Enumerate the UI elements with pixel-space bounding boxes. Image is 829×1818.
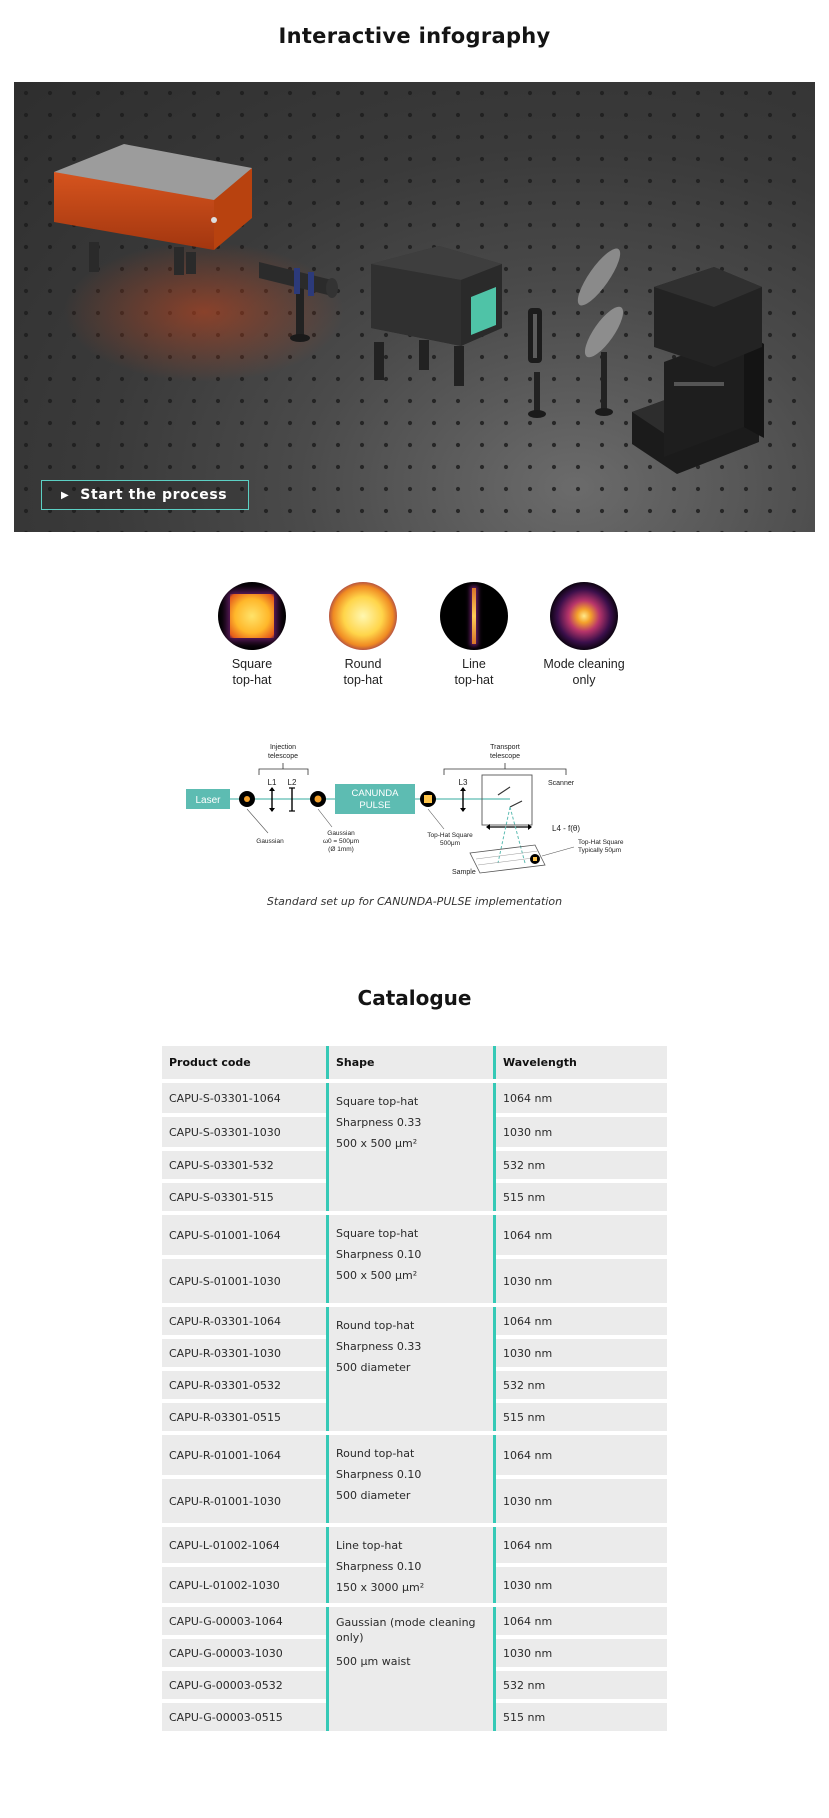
table-row [162,1607,667,1635]
product-code-cell: CAPU-S-03301-1030 [162,1117,326,1147]
wavelength-cell: 1064 nm [496,1607,667,1635]
wavelength-cell: 1064 nm [496,1083,667,1113]
diagram-l1-label: L1 [267,778,277,787]
header-wavelength: Wavelength [496,1046,667,1079]
wavelength-cell: 1030 nm [496,1339,667,1367]
product-code-cell: CAPU-R-01001-1030 [162,1479,326,1523]
shape-cell [326,1307,496,1431]
diagram-gaussian-w0-1: Gaussian [327,830,355,837]
catalogue-table [162,1042,667,1735]
product-code-cell: CAPU-R-03301-1030 [162,1339,326,1367]
beam-shape-label-line1: Line [462,657,486,671]
shape-spec-line: Round top-hat [336,1447,415,1460]
wavelength-cell: 1030 nm [496,1259,667,1303]
diagram-injection-label-1: Injection [269,744,297,751]
shape-spec-line: Gaussian (mode cleaning only) [336,1616,476,1644]
beam-shape-label-line1: Round [344,657,382,671]
product-code-cell: CAPU-S-03301-515 [162,1183,326,1211]
square-tophat-icon [218,582,286,650]
diagram-l2-label: L2 [287,778,297,787]
diagram-laser-label: Laser [195,795,221,806]
setup-diagram [180,735,660,885]
line-tophat-icon [440,582,508,650]
beam-shape-label-line2: top-hat [232,673,272,687]
product-code-cell: CAPU-S-01001-1064 [162,1215,326,1255]
beam-shape-square [192,582,312,688]
shape-spec-line: Square top-hat [336,1227,419,1240]
shape-cell [326,1435,496,1523]
shape-spec-line: Sharpness 0.33 [336,1116,422,1129]
diagram-gaussian-w0-2: ω0 = 500μm [322,838,360,845]
product-code-cell: CAPU-R-03301-0515 [162,1403,326,1431]
product-code-cell: CAPU-S-03301-532 [162,1151,326,1179]
setup-caption: Standard set up for CANUNDA-PULSE implementation [266,895,563,908]
product-code-cell: CAPU-G-00003-0515 [162,1703,326,1731]
play-icon: ▶ [61,489,70,501]
header-shape: Shape [326,1046,496,1079]
shape-cell [326,1527,496,1603]
shape-spec-line: 500 µm waist [336,1655,411,1668]
wavelength-cell: 1030 nm [496,1639,667,1667]
wavelength-cell: 515 nm [496,1183,667,1211]
diagram-scanner-label: Scanner [548,780,575,787]
beam-shape-label-line2: top-hat [343,673,383,687]
diagram-transport-label-2: telescope [490,753,520,760]
product-code-cell: CAPU-G-00003-1030 [162,1639,326,1667]
catalogue-body [162,1083,667,1731]
diagram-gaussian-label: Gaussian [256,838,284,845]
diagram-transport-label-1: Transport [490,744,520,751]
product-code-cell: CAPU-G-00003-0532 [162,1671,326,1699]
product-code-cell: CAPU-S-01001-1030 [162,1259,326,1303]
diagram-l3-label: L3 [458,778,468,787]
round-tophat-icon [329,582,397,650]
table-row [162,1083,667,1113]
diagram-canunda-label-2: PULSE [359,800,391,811]
table-row [162,1307,667,1335]
beam-shape-label-line1: Mode cleaning [543,657,625,671]
beam-shape-line [414,582,534,688]
product-code-cell: CAPU-L-01002-1030 [162,1567,326,1603]
wavelength-cell: 1064 nm [496,1435,667,1475]
wavelength-cell: 515 nm [496,1703,667,1731]
shape-spec-line: Sharpness 0.10 [336,1468,422,1481]
shape-spec-line: Square top-hat [336,1095,419,1108]
infography-hero-image[interactable] [14,82,815,532]
wavelength-cell: 1030 nm [496,1117,667,1147]
table-row [162,1435,667,1475]
table-header-row [162,1046,667,1079]
shape-spec-line: 500 x 500 µm² [336,1269,418,1282]
wavelength-cell: 1064 nm [496,1527,667,1563]
diagram-canunda-label-1: CANUNDA [351,788,399,799]
beam-shape-round [303,582,423,688]
product-code-cell: CAPU-R-03301-0532 [162,1371,326,1399]
product-code-cell: CAPU-S-03301-1064 [162,1083,326,1113]
product-code-cell: CAPU-R-03301-1064 [162,1307,326,1335]
beam-shape-label-line2: top-hat [454,673,494,687]
wavelength-cell: 1064 nm [496,1307,667,1335]
table-row [162,1527,667,1563]
diagram-tophat-square-1: Top-Hat Square [427,832,473,839]
shape-spec-line: 500 diameter [336,1361,411,1374]
shape-spec-line: 500 x 500 µm² [336,1137,418,1150]
product-code-cell: CAPU-R-01001-1064 [162,1435,326,1475]
beam-shapes-row [0,582,829,692]
diagram-l4-label: L4 - f(θ) [552,824,581,833]
shape-spec-line: Line top-hat [336,1539,403,1552]
diagram-tophat-typ-1: Top-Hat Square [578,839,624,846]
wavelength-cell: 1064 nm [496,1215,667,1255]
shape-spec-line: Sharpness 0.10 [336,1248,422,1261]
diagram-gaussian-w0-3: (Ø 1mm) [328,846,354,853]
scanner-box [482,775,532,825]
beam-shape-label-line1: Square [231,657,273,671]
wavelength-cell: 532 nm [496,1371,667,1399]
wavelength-cell: 515 nm [496,1403,667,1431]
shape-cell [326,1607,496,1731]
diagram-sample-label: Sample [452,869,476,876]
infography-title: Interactive infography [278,24,551,48]
shape-spec-line: 150 x 3000 µm² [336,1581,425,1594]
shape-spec-line: Sharpness 0.33 [336,1340,422,1353]
shape-cell [326,1215,496,1303]
shape-spec-line: Sharpness 0.10 [336,1560,422,1573]
start-process-label: Start the process [80,487,228,503]
diagram-injection-label-2: telescope [268,753,298,760]
header-product-code: Product code [162,1046,326,1079]
diagram-tophat-square-2: 500μm [439,840,461,847]
catalogue-title: Catalogue [357,986,472,1010]
table-row [162,1215,667,1255]
wavelength-cell: 532 nm [496,1151,667,1179]
diagram-tophat-typ-2: Typically 50μm [578,847,622,854]
product-code-cell: CAPU-G-00003-1064 [162,1607,326,1635]
shape-cell [326,1083,496,1211]
beam-shape-mode-cleaning [524,582,644,688]
wavelength-cell: 1030 nm [496,1479,667,1523]
wavelength-cell: 1030 nm [496,1567,667,1603]
beam-shape-label-line2: only [572,673,596,687]
wavelength-cell: 532 nm [496,1671,667,1699]
start-process-button[interactable] [41,480,249,510]
optical-bench-illustration [14,82,815,532]
product-code-cell: CAPU-L-01002-1064 [162,1527,326,1563]
shape-spec-line: 500 diameter [336,1489,411,1502]
gaussian-beam-icon [550,582,618,650]
shape-spec-line: Round top-hat [336,1319,415,1332]
